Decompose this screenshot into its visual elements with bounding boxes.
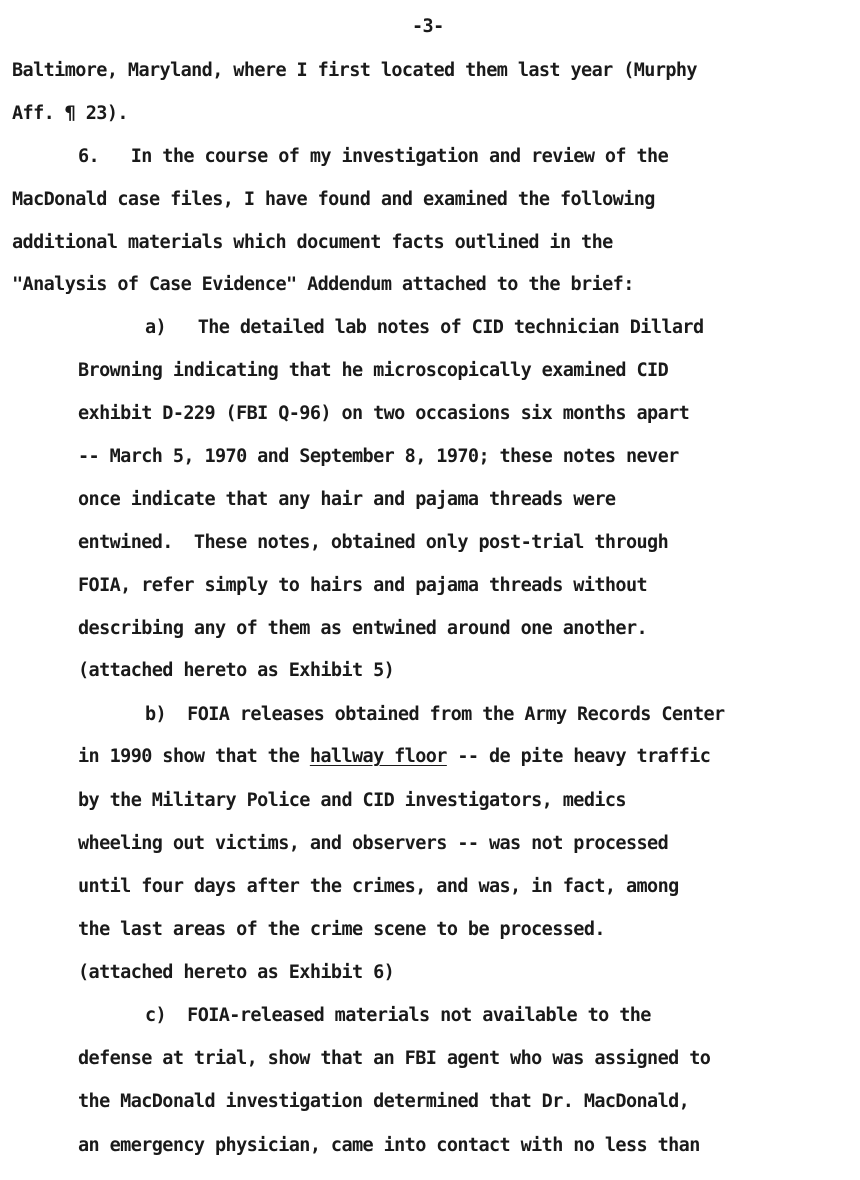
exhibit-reference: (attached hereto as Exhibit 6)	[78, 962, 395, 983]
text-line: in 1990 show that the hallway floor -- de pite heavy traffic	[78, 746, 711, 767]
text-line: wheeling out victims, and observers -- was not processed	[78, 833, 669, 854]
text-line: Baltimore, Maryland, where I first located them last year (Murphy	[12, 60, 697, 81]
exhibit-reference: (attached hereto as Exhibit 5)	[78, 660, 395, 681]
text-line: Browning indicating that he microscopically examined CID	[78, 360, 669, 381]
text-line: by the Military Police and CID investigators, medics	[78, 790, 626, 811]
text-line: FOIA, refer simply to hairs and pajama threads without	[78, 575, 648, 596]
text-line: the last areas of the crime scene to be processed.	[78, 919, 605, 940]
text-line: "Analysis of Case Evidence" Addendum attached to the brief:	[12, 274, 634, 295]
text-line: -- March 5, 1970 and September 8, 1970; these notes never	[78, 446, 679, 467]
text-line: until four days after the crimes, and was, in fact, among	[78, 876, 679, 897]
text-line: describing any of them as entwined around one another.	[78, 618, 648, 639]
text-line: additional materials which document facts outlined in the	[12, 232, 613, 253]
page-number: -3-	[412, 16, 444, 37]
text-line: MacDonald case files, I have found and examined the following	[12, 189, 655, 210]
item-c-line: c) FOIA-released materials not available to the	[145, 1005, 651, 1026]
underlined-phrase: hallway floor	[309, 746, 447, 767]
text-line: an emergency physician, came into contact with no less than	[78, 1135, 700, 1156]
text-line: defense at trial, show that an FBI agent who was assigned to	[78, 1048, 711, 1069]
text-line: Aff. ¶ 23).	[12, 103, 128, 124]
text-line: once indicate that any hair and pajama threads were	[78, 489, 616, 510]
text-line: exhibit D-229 (FBI Q-96) on two occasions six months apart	[78, 403, 690, 424]
text-line: the MacDonald investigation determined that Dr. MacDonald,	[78, 1091, 690, 1112]
text-line: entwined. These notes, obtained only post-trial through	[78, 532, 669, 553]
item-b-line: b) FOIA releases obtained from the Army Records Center	[145, 704, 725, 725]
item-a-line: a) The detailed lab notes of CID technician Dillard	[145, 317, 704, 338]
paragraph-6-line: 6. In the course of my investigation and review of the	[78, 146, 669, 167]
